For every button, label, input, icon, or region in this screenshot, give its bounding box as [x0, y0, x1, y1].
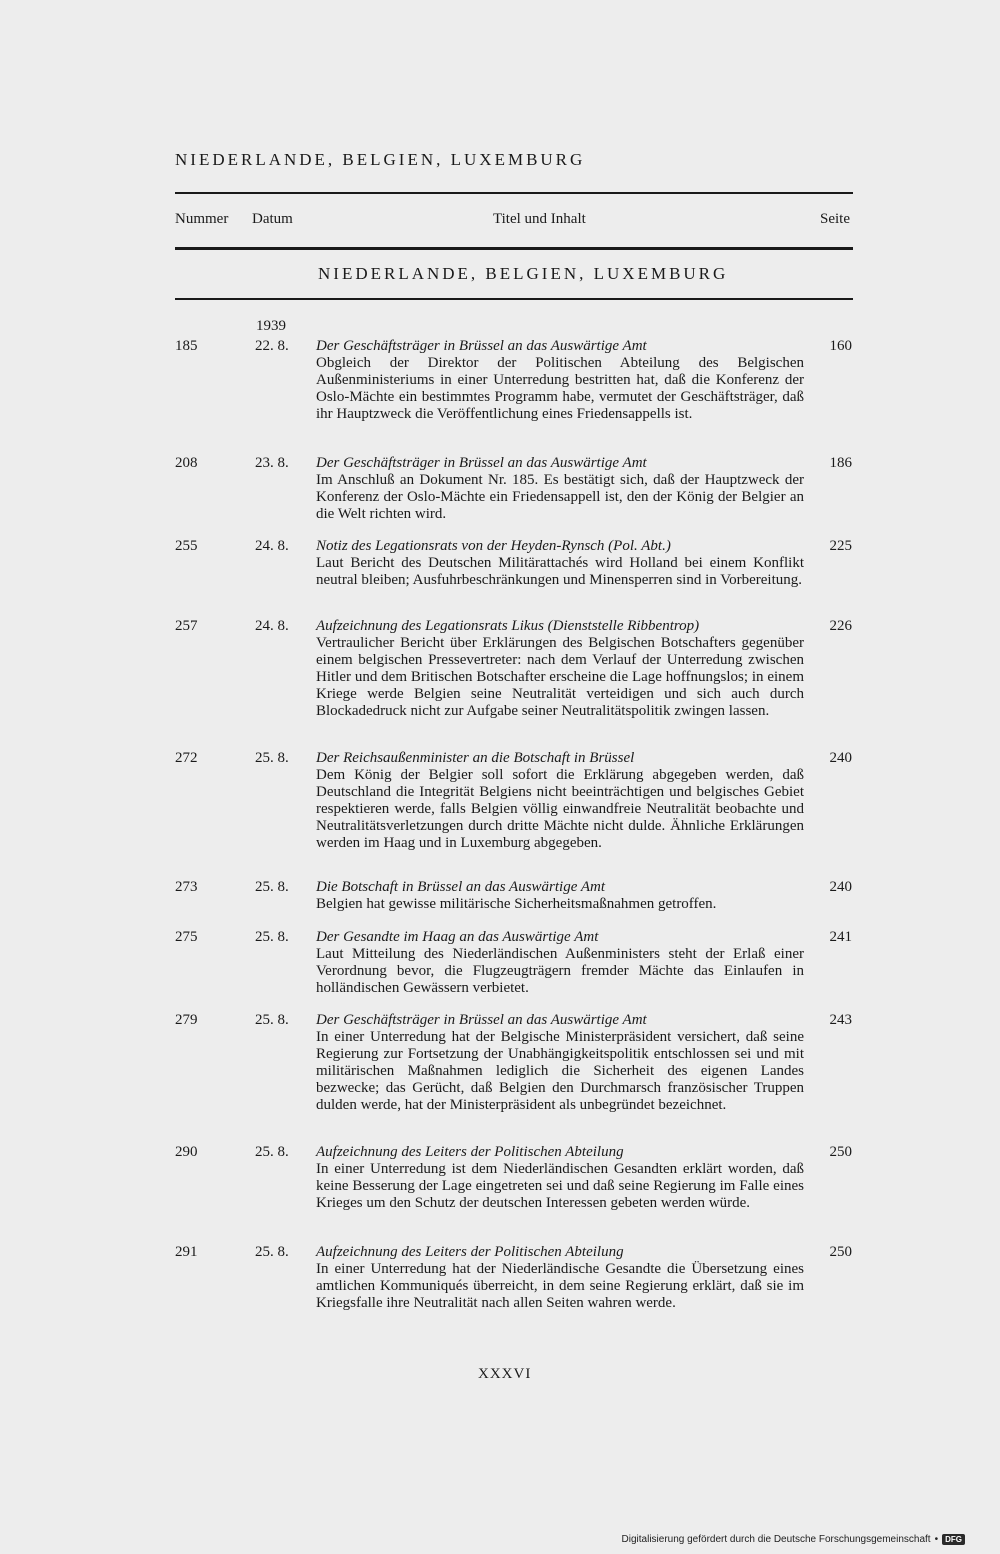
- entry-summary: Laut Bericht des Deutschen Militärattachés wird Holland bei einem Konflikt neutral bleiben; Ausfuhrbeschränkungen und Minensperren sind in Vorbereitung.: [316, 555, 804, 588]
- entry-summary: Belgien hat gewisse militärische Sicherheitsmaßnahmen getroffen.: [316, 896, 717, 912]
- entry-number: 273: [175, 879, 198, 895]
- entry-page: 250: [829, 1144, 852, 1160]
- column-header-number: Nummer: [175, 211, 229, 227]
- page-folio: XXXVI: [478, 1366, 532, 1382]
- entry-summary: Vertraulicher Bericht über Erklärungen des Belgischen Botschafters gegenüber einem belgischen Pressevertreter: nach dem Verlauf der Unterredung zwischen Hitler und dem Britischen Botschafter erscheine die Lage hoffnungslos; in einem Kriege werde Belgien seine Neutralität verteidigen und sich auch durch Blockadedruck nicht zur Aufgabe seiner Neutralitätspolitik zwingen lassen.: [316, 635, 804, 719]
- entry-title: Aufzeichnung des Leiters der Politischen Abteilung: [316, 1244, 624, 1260]
- entry-number: 255: [175, 538, 198, 554]
- header-rule: [175, 247, 853, 250]
- entry-date: 25. 8.: [255, 1244, 289, 1260]
- entry-title: Aufzeichnung des Leiters der Politischen Abteilung: [316, 1144, 624, 1160]
- entry-title: Notiz des Legationsrats von der Heyden-Rynsch (Pol. Abt.): [316, 538, 671, 554]
- entry-page: 225: [829, 538, 852, 554]
- section-rule: [175, 298, 853, 300]
- column-header-page: Seite: [820, 211, 850, 227]
- entry-number: 257: [175, 618, 198, 634]
- entry-title: Der Geschäftsträger in Brüssel an das Auswärtige Amt: [316, 455, 647, 471]
- entry-page: 240: [829, 879, 852, 895]
- entry-summary: Dem König der Belgier soll sofort die Erklärung abgegeben werden, daß Deutschland die Integrität Belgiens nicht beeinträchtigen und belgisches Gebiet respektieren werde, falls Belgien völlig einwandfreie Neutralität beobachte und Neutralitätsverletzungen durch dritte Mächte nicht dulde. Ähnliche Erklärungen werden im Haag und in Luxemburg abgegeben.: [316, 767, 804, 851]
- year-label: 1939: [256, 318, 286, 334]
- entry-title: Der Geschäftsträger in Brüssel an das Auswärtige Amt: [316, 1012, 647, 1028]
- entry-number: 272: [175, 750, 198, 766]
- section-title: NIEDERLANDE, BELGIEN, LUXEMBURG: [318, 264, 729, 283]
- entry-number: 185: [175, 338, 198, 354]
- top-rule: [175, 192, 853, 194]
- entry-date: 25. 8.: [255, 750, 289, 766]
- entry-title: Die Botschaft in Brüssel an das Auswärtige Amt: [316, 879, 606, 895]
- entry-summary: Im Anschluß an Dokument Nr. 185. Es bestätigt sich, daß der Hauptzweck der Konferenz der Oslo-Mächte ein Friedensappell ist, den der König der Belgier an die Welt richten wird.: [316, 472, 804, 522]
- dfg-logo: DFG: [942, 1534, 965, 1545]
- entry-date: 25. 8.: [255, 929, 289, 945]
- entry-title: Der Gesandte im Haag an das Auswärtige Amt: [316, 929, 599, 945]
- funding-text: Digitalisierung gefördert durch die Deutsche Forschungsgemeinschaft: [621, 1534, 931, 1545]
- entry-title: Der Reichsaußenminister an die Botschaft in Brüssel: [316, 750, 635, 766]
- entry-number: 208: [175, 455, 198, 471]
- column-header-date: Datum: [252, 211, 293, 227]
- entry-number: 291: [175, 1244, 198, 1260]
- entry-summary: Obgleich der Direktor der Politischen Abteilung des Belgischen Außenministeriums in einer Unterredung bestritten hat, daß die Konferenz der Oslo-Mächte ein bestimmtes Programm habe, vermutet der Geschäftsträger, daß ihr Hauptzweck die Veröffentlichung eines Friedensappells ist.: [316, 355, 804, 422]
- entry-date: 25. 8.: [255, 1012, 289, 1028]
- entry-page: 186: [829, 455, 852, 471]
- footer-separator: •: [934, 1534, 939, 1545]
- entry-date: 25. 8.: [255, 879, 289, 895]
- entry-date: 24. 8.: [255, 618, 289, 634]
- entry-page: 226: [829, 618, 852, 634]
- entry-page: 250: [829, 1244, 852, 1260]
- entry-date: 22. 8.: [255, 338, 289, 354]
- entry-summary: In einer Unterredung hat der Belgische Ministerpräsident versichert, daß seine Regierung zur Fortsetzung der Unabhängigkeitspolitik entschlossen sei und mit militärischen Maßnahmen lediglich die Sicherheit des eigenen Landes bezwecke; das Gerücht, daß Belgien den Durchmarsch französischer Truppen dulden werde, hat der Ministerpräsident als unbegründet bezeichnet.: [316, 1029, 804, 1113]
- running-head: NIEDERLANDE, BELGIEN, LUXEMBURG: [175, 150, 586, 169]
- entry-summary: In einer Unterredung ist dem Niederländischen Gesandten erklärt worden, daß keine Besserung der Lage eingetreten sei und daß seine Regierung im Falle eines Krieges um den Schutz der deutschen Interessen gebeten werden würde.: [316, 1161, 804, 1211]
- column-header-title: Titel und Inhalt: [493, 211, 586, 227]
- entry-page: 243: [829, 1012, 852, 1028]
- entry-number: 275: [175, 929, 198, 945]
- entry-page: 160: [829, 338, 852, 354]
- entry-date: 24. 8.: [255, 538, 289, 554]
- entry-title: Der Geschäftsträger in Brüssel an das Auswärtige Amt: [316, 338, 647, 354]
- entry-number: 279: [175, 1012, 198, 1028]
- entry-summary: In einer Unterredung hat der Niederländische Gesandte die Übersetzung eines amtlichen Kommuniqués überreicht, in dem seine Regierung erklärt, daß sie im Kriegsfalle ihre Neutralität nach allen Seiten wahren werde.: [316, 1261, 804, 1311]
- entry-page: 240: [829, 750, 852, 766]
- entry-date: 25. 8.: [255, 1144, 289, 1160]
- entry-number: 290: [175, 1144, 198, 1160]
- entry-date: 23. 8.: [255, 455, 289, 471]
- entry-summary: Laut Mitteilung des Niederländischen Außenministers steht der Erlaß einer Verordnung bevor, die Flugzeugträgern fremder Mächte das Einlaufen in holländischen Gewässern verbietet.: [316, 946, 804, 996]
- entry-title: Aufzeichnung des Legationsrats Likus (Dienststelle Ribbentrop): [316, 618, 700, 634]
- entry-page: 241: [829, 929, 852, 945]
- funding-footer: [622, 1534, 965, 1545]
